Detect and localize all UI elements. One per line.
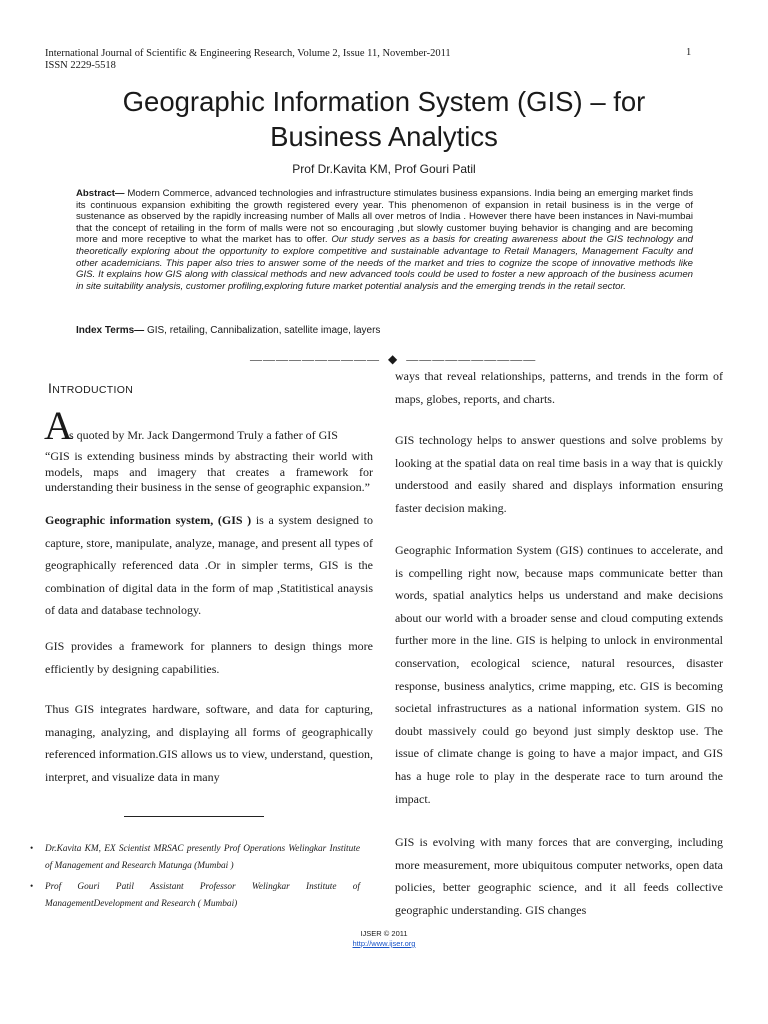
right-paragraph-1: ways that reveal relationships, patterns, and trends in the form of maps, globes, reports, and charts. (395, 369, 723, 406)
right-paragraph-4: GIS is evolving with many forces that are converging, including more measurement, more ubiquitous computer networks, open data policies, better geographic science, and it all feeds collective geographic understanding. GIS changes (395, 835, 723, 917)
abstract-italic-text: Our study serves as a basis for creating awareness about the GIS technology and theoretically exploring about the opportunity to explore competitive and sustainable advantage to Retail Managers, Management Faculty and other academicians. This paper also tries to answer some of the needs of the market and tries to cognize the scope of innovative methods like GIS. It explains how GIS along with classical methods and new advanced tools could be used to foster a new approach of the business acumen in site suitability analysis, customer profiling,exploring future market potential analysis and the emerging trends in the retail sector. (76, 234, 693, 292)
footer-link[interactable]: http://www.ijser.org (352, 939, 416, 948)
intro-paragraph-2: GIS provides a framework for planners to design things more efficiently by designing capabilities. (45, 639, 373, 676)
bullet-icon: • (30, 882, 34, 892)
footer (0, 929, 768, 949)
right-paragraph-2: GIS technology helps to answer questions and solve problems by looking at the spatial data on real time basis in a way that is quickly understood and easily shared and displays information ensuring faster decision making. (395, 433, 723, 515)
heading-rest: NTRODUCTION (52, 384, 134, 396)
drop-cap: A (44, 403, 73, 448)
authors: Prof Dr.Kavita KM, Prof Gouri Patil (292, 162, 476, 176)
abstract-text: Modern Commerce, advanced technologies and infrastructure stimulates business expansions. India being an emerging market finds its continuous expansion exhibiting the growth registered every year. This phenomenon of expansion in retail business is in the verge of sustenance as observed by the rapidly increasing number of Malls all over metros of India . However there have been instances in Navi-mumbai that the concept of retailing in the form of malls were not so encouraging ,but slowly customer buying behavior is changing and are becoming more and more receptive to what the market has to offer. (76, 188, 693, 246)
right-paragraph-3: Geographic Information System (GIS) continues to accelerate, and is compelling right now, because maps communicate better than words, spatial analytics helps us understand and make decisions about our world with a broader sense and cloud computing extends further more in the line. GIS is helping to unlock in environmental conservation, ecological science, natural resources, disaster response, business analytics, crime mapping, etc. GIS is becoming societal infrastructures as a national information system. GIS no doubt massively could go beyond just simply desktop use. The issue of climate change is going to have a major impact, and GIS has a huge role to play in the desperate race to turn around the impact. (395, 543, 723, 806)
title-line-2: Business Analytics (270, 121, 498, 152)
abstract-label: Abstract— (76, 188, 125, 199)
journal-header: International Journal of Scientific & Engineering Research, Volume 2, Issue 11, November-2011 (45, 48, 451, 59)
heading-initial: I (48, 380, 53, 396)
quote-paragraph: “GIS is extending business minds by abstracting their world with models, maps and imagery that creates a framework for understanding their business in the sense of geographic expansion.” (45, 449, 373, 494)
intro-paragraph-3: Thus GIS integrates hardware, software, and data for capturing, managing, analyzing, and displaying all forms of geographically referenced information.GIS allows us to view, understand, question, interpret, and visualize data in many (45, 702, 373, 784)
introduction-heading (48, 380, 133, 396)
abstract (76, 188, 693, 292)
quote-first-line: s quoted by Mr. Jack Dangermond Truly a father of GIS (69, 428, 338, 442)
footnote-rule (124, 816, 264, 817)
issn-label: ISSN 2229-5518 (45, 60, 116, 71)
footnote-2: • Prof Gouri Patil Assistant Professor Welingkar Institute of ManagementDevelopment and Research ( Mumbai) (30, 879, 360, 913)
gis-definition-term: Geographic information system, (GIS ) (45, 513, 252, 527)
footnote-1: • Dr.Kavita KM, EX Scientist MRSAC presently Prof Operations Welingkar Institute of Management and Research Matunga (Mumbai ) (30, 841, 360, 875)
index-terms-label: Index Terms— (76, 325, 145, 336)
index-terms-text: GIS, retailing, Cannibalization, satellite image, layers (144, 325, 381, 336)
gis-definition-text: is a system designed to capture, store, manipulate, analyze, manage, and present all types of geographically referenced data .Or in simpler terms, GIS is the combination of digital data in the form of map ,Statitistical anaysis of data and database technology. (45, 513, 374, 618)
section-separator: —————————— ◆ —————————— (250, 352, 537, 366)
bullet-icon: • (30, 844, 34, 854)
footer-copyright: IJSER © 2011 (360, 929, 408, 938)
paper-title (60, 84, 708, 154)
gis-definition-paragraph (45, 509, 373, 622)
title-line-1: Geographic Information System (GIS) – for (122, 86, 646, 117)
index-terms (76, 325, 380, 336)
page-number: 1 (686, 47, 692, 58)
